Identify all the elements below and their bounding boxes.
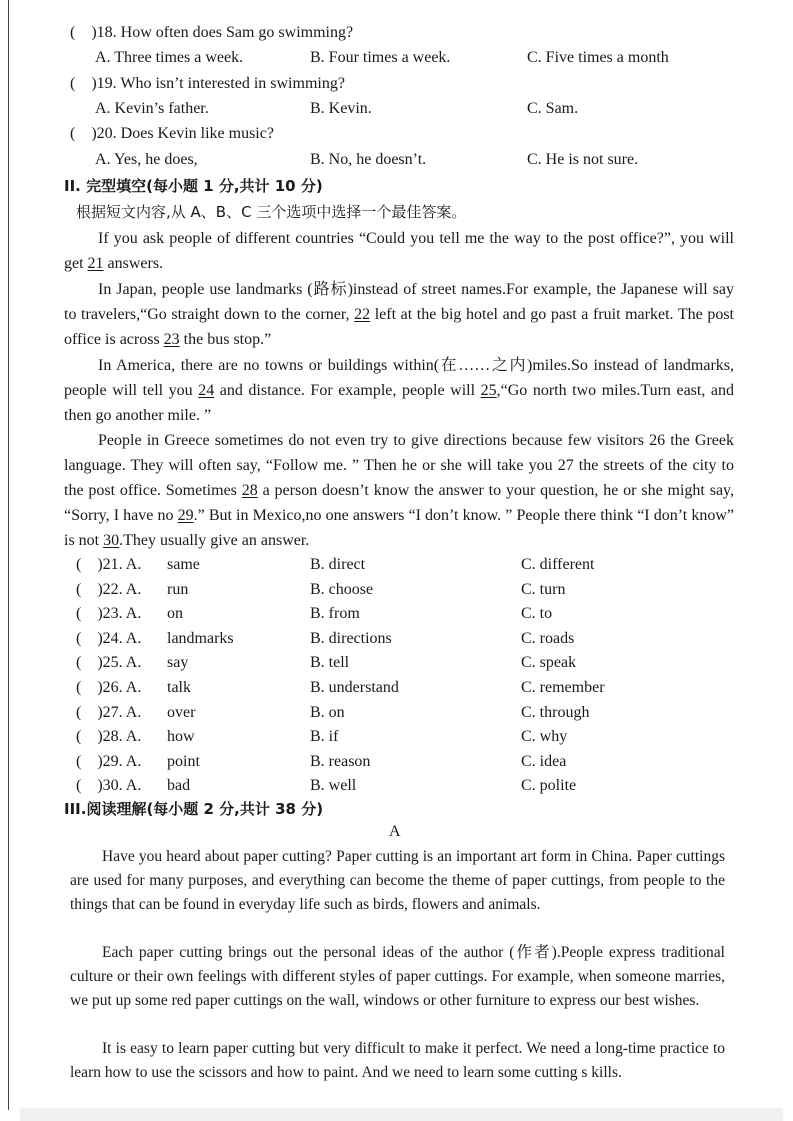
option-number: ( )29. A. [76, 753, 142, 770]
cloze-paragraph-3: In America, there are no towns or buildings within(在……之内)miles.So instead of landmarks, people will tell you 24 and distance. For example, people will 25,“Go north two miles.Turn east, and then go another mile. ” [64, 357, 735, 424]
option-number: ( )21. A. [76, 556, 142, 573]
question-20 [0, 123, 793, 145]
reading-paragraph-2: Each paper cutting brings out the personal ideas of the author (作者).People express traditional culture or their own feelings with different styles of paper cuttings. For example, when someone marries, we put up some red paper cuttings on the wall, windows or other furniture to express our best wishes. [70, 944, 725, 1009]
blank-24: 24 [198, 382, 215, 399]
option-b: B. from [310, 605, 360, 622]
option-c: C. polite [521, 777, 577, 794]
option-number: ( )22. A. [76, 581, 142, 598]
option-c: C. different [521, 556, 595, 573]
option-row-24 [0, 628, 793, 650]
option-number: ( )26. A. [76, 679, 142, 696]
option-row-27 [0, 702, 793, 724]
option-b: B. Four times a week. [310, 49, 451, 66]
option-a: talk [167, 679, 191, 696]
blank-28: 28 [241, 482, 258, 499]
option-c: C. He is not sure. [527, 151, 639, 168]
option-b: B. on [310, 704, 345, 721]
option-number: ( )23. A. [76, 605, 142, 622]
question-18-options [0, 47, 793, 69]
option-a: run [167, 581, 189, 598]
question-stem: ( )19. Who isn’t interested in swimming? [70, 75, 345, 92]
option-b: B. No, he doesn’t. [310, 151, 427, 168]
question-stem: ( )18. How often does Sam go swimming? [70, 24, 354, 41]
option-c: C. why [521, 728, 568, 745]
option-b: B. if [310, 728, 339, 745]
blank-30: 30 [103, 532, 120, 549]
option-c: C. to [521, 605, 553, 622]
cloze-paragraph-1: If you ask people of different countries “Could you tell me the way to the post office?”, you will get 21 answers. [64, 230, 734, 272]
question-20-options [0, 149, 793, 171]
question-18 [0, 22, 793, 44]
option-b: B. reason [310, 753, 371, 770]
blank-23: 23 [163, 331, 180, 348]
reading-paragraph-1: Have you heard about paper cutting? Paper cutting is an important art form in China. Paper cuttings are used for many purposes, and everything can become the theme of paper cuttings, from people to the things that can be found in everyday life such as birds, flowers and animals. [70, 848, 725, 913]
option-b: B. well [310, 777, 357, 794]
option-a: bad [167, 777, 191, 794]
option-c: C. Five times a month [527, 49, 669, 66]
option-c: C. through [521, 704, 590, 721]
option-a: on [167, 605, 183, 622]
option-row-28 [0, 726, 793, 748]
option-row-30 [0, 775, 793, 797]
option-row-26 [0, 677, 793, 699]
option-row-22 [0, 579, 793, 601]
blank-22: 22 [354, 306, 371, 323]
option-row-21 [0, 554, 793, 576]
question-19 [0, 73, 793, 95]
option-a: A. Kevin’s father. [95, 100, 209, 117]
option-c: C. roads [521, 630, 575, 647]
option-c: C. speak [521, 654, 577, 671]
blank-21: 21 [87, 255, 104, 272]
option-a: same [167, 556, 200, 573]
question-19-options [0, 98, 793, 120]
option-c: C. idea [521, 753, 567, 770]
option-row-25 [0, 652, 793, 674]
option-a: point [167, 753, 200, 770]
option-a: say [167, 654, 189, 671]
option-number: ( )30. A. [76, 777, 142, 794]
cloze-paragraph-2: In Japan, people use landmarks (路标)instead of street names.For example, the Japanese will say to travelers,“Go straight down to the corner, 22 left at the big hotel and go past a fruit market. The post office is across 23 the bus stop.” [64, 281, 734, 348]
option-a: how [167, 728, 195, 745]
option-c: C. Sam. [527, 100, 579, 117]
blank-25: 25 [480, 382, 497, 399]
option-number: ( )25. A. [76, 654, 142, 671]
blank-29: 29 [177, 507, 194, 524]
option-b: B. direct [310, 556, 366, 573]
section-3-title: III.阅读理解(每小题 2 分,共计 38 分) [64, 800, 324, 818]
page-bottom-edge [20, 1108, 783, 1121]
option-row-23 [0, 603, 793, 625]
question-stem: ( )20. Does Kevin like music? [70, 125, 274, 142]
option-b: B. directions [310, 630, 392, 647]
option-row-29 [0, 751, 793, 773]
option-b: B. understand [310, 679, 399, 696]
option-c: C. turn [521, 581, 566, 598]
option-a: A. Yes, he does, [95, 151, 198, 168]
option-number: ( )28. A. [76, 728, 142, 745]
section-2-title: II. 完型填空(每小题 1 分,共计 10 分) [64, 177, 323, 195]
option-b: B. tell [310, 654, 350, 671]
passage-label: A [389, 823, 401, 840]
option-b: B. Kevin. [310, 100, 372, 117]
reading-paragraph-3: It is easy to learn paper cutting but very difficult to make it perfect. We need a long-time practice to learn how to use the scissors and how to paint. And we need to learn some cutting s kills. [70, 1040, 725, 1081]
option-number: ( )24. A. [76, 630, 142, 647]
cloze-paragraph-4: People in Greece sometimes do not even try to give directions because few visitors 26 the Greek language. They will often say, “Follow me. ” Then he or she will take you 27 the streets of the city to the post office. Sometimes 28 a person doesn’t know the answer to your question, he or she might say, “Sorry, I have no 29.” But in Mexico,no one answers “I don’t know. ” People there think “I don’t know” is not 30.They usually give an answer. [64, 432, 735, 549]
option-b: B. choose [310, 581, 374, 598]
section-2-instruction: 根据短文内容,从 A、B、C 三个选项中选择一个最佳答案。 [76, 203, 467, 221]
option-number: ( )27. A. [76, 704, 142, 721]
option-c: C. remember [521, 679, 605, 696]
option-a: A. Three times a week. [95, 49, 244, 66]
option-a: landmarks [167, 630, 234, 647]
option-a: over [167, 704, 196, 721]
